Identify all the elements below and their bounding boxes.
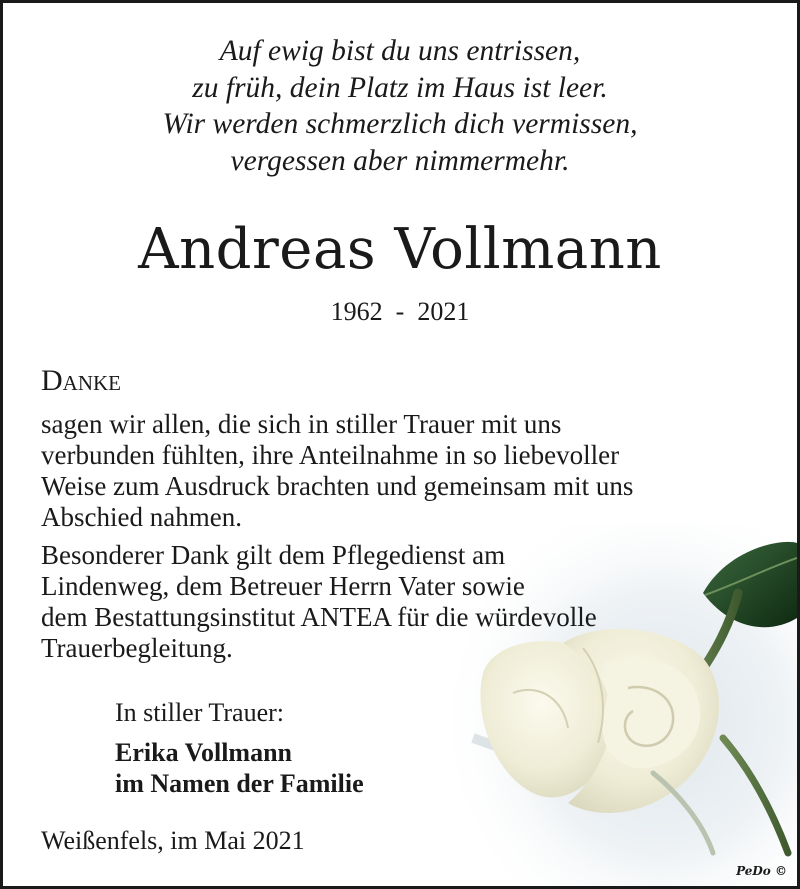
thanks-heading: Danke — [41, 364, 121, 397]
mourner-names — [115, 737, 364, 799]
life-dates: 1962 - 2021 — [330, 297, 470, 326]
poem-line: zu früh, dein Platz im Haus ist leer. — [192, 71, 608, 104]
mourning-label: In stiller Trauer: — [115, 698, 284, 727]
mourner-name: im Namen der Familie — [115, 769, 364, 798]
poem-line: Auf ewig bist du uns entrissen, — [219, 35, 581, 67]
place-and-date: Weißenfels, im Mai 2021 — [41, 826, 305, 855]
paragraph-line: dem Bestattungsinstitut ANTEA für die würdevolle — [41, 602, 597, 632]
thanks-paragraph — [41, 409, 633, 533]
paragraph-line: Weise zum Ausdruck brachten und gemeinsam mit uns — [41, 471, 634, 501]
paragraph-line: Trauerbegleitung. — [41, 633, 233, 663]
paragraph-line: Abschied nahmen. — [41, 502, 242, 532]
paragraph-line: Lindenweg, dem Betreuer Herrn Vater sowie — [41, 571, 525, 601]
mourner-name: Erika Vollmann — [115, 738, 293, 767]
paragraph-line: verbunden fühlten, ihre Anteilnahme in so liebevoller — [41, 440, 620, 470]
deceased-name: Andreas Vollmann — [138, 217, 662, 282]
paragraph-line: Besonderer Dank gilt dem Pflegedienst am — [41, 540, 506, 570]
memorial-poem — [3, 33, 797, 179]
special-thanks-paragraph — [41, 540, 597, 664]
paragraph-line: sagen wir allen, die sich in stiller Trauer mit uns — [41, 409, 562, 439]
poem-line: Wir werden schmerzlich dich vermissen, — [162, 108, 638, 140]
poem-line: vergessen aber nimmermehr. — [230, 144, 570, 177]
watermark: PeDo © — [736, 864, 787, 878]
